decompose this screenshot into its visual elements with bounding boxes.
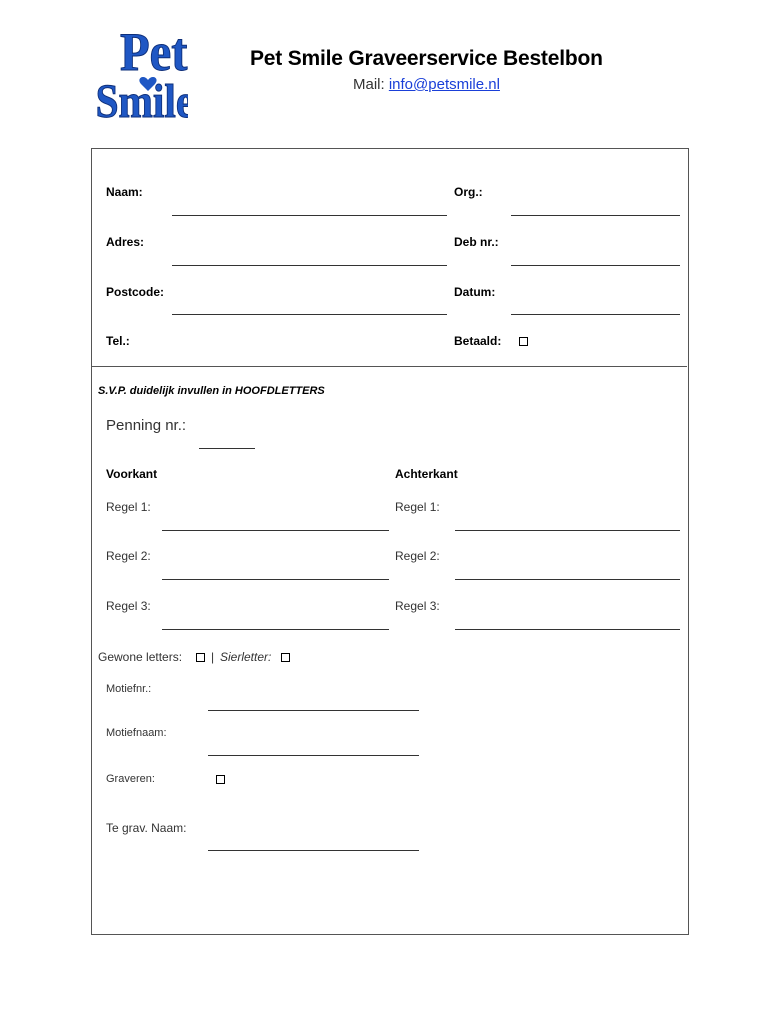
mail-link[interactable]: info@petsmile.nl <box>388 76 500 93</box>
sierletter-checkbox[interactable] <box>281 653 290 662</box>
voor-regel2-field[interactable] <box>162 579 389 580</box>
voor-regel1-field[interactable] <box>162 530 389 531</box>
section-divider <box>91 366 687 367</box>
motiefnaam-label: Motiefnaam: <box>106 727 167 739</box>
te-grav-naam-label: Te grav. Naam: <box>106 821 187 835</box>
achter-regel1-field[interactable] <box>455 530 680 531</box>
voor-regel1-label: Regel 1: <box>106 500 151 514</box>
achter-regel2-field[interactable] <box>455 579 680 580</box>
logo-graphic <box>93 14 188 122</box>
logo-word-pet: Pet <box>120 22 188 83</box>
motiefnr-label: Motiefnr.: <box>106 683 152 695</box>
naam-label: Naam: <box>106 185 143 199</box>
achterkant-heading: Achterkant <box>395 467 458 481</box>
graveren-checkbox[interactable] <box>216 775 225 784</box>
postcode-field[interactable] <box>172 314 447 315</box>
tel-label: Tel.: <box>106 334 130 348</box>
mail-line <box>353 76 500 93</box>
pet-smile-logo <box>93 14 188 122</box>
voor-regel3-label: Regel 3: <box>106 599 151 613</box>
achter-regel3-label: Regel 3: <box>395 599 440 613</box>
gewone-letters-checkbox[interactable] <box>196 653 205 662</box>
penning-field[interactable] <box>199 448 255 449</box>
achter-regel1-label: Regel 1: <box>395 500 440 514</box>
org-field[interactable] <box>511 215 680 216</box>
te-grav-naam-field[interactable] <box>208 850 419 851</box>
motiefnr-field[interactable] <box>208 710 419 711</box>
letter-separator: | <box>211 650 215 664</box>
gewone-letters-label: Gewone letters: <box>98 650 183 664</box>
page-title: Pet Smile Graveerservice Bestelbon <box>250 47 603 70</box>
order-form-box <box>91 148 689 935</box>
sierletter-label: Sierletter: <box>220 650 272 664</box>
voor-regel3-field[interactable] <box>162 629 389 630</box>
betaald-checkbox[interactable] <box>519 337 528 346</box>
org-label: Org.: <box>454 185 483 199</box>
logo-word-smile: Smile <box>95 74 188 122</box>
mail-label: Mail: <box>353 76 385 93</box>
voor-regel2-label: Regel 2: <box>106 549 151 563</box>
penning-label: Penning nr.: <box>106 417 187 434</box>
postcode-label: Postcode: <box>106 285 165 299</box>
adres-label: Adres: <box>106 235 145 249</box>
deb-field[interactable] <box>511 265 680 266</box>
deb-label: Deb nr.: <box>454 235 499 249</box>
voorkant-heading: Voorkant <box>106 467 158 481</box>
achter-regel2-label: Regel 2: <box>395 549 440 563</box>
instruction-text: S.V.P. duidelijk invullen in HOOFDLETTERS <box>98 385 325 397</box>
achter-regel3-field[interactable] <box>455 629 680 630</box>
naam-field[interactable] <box>172 215 447 216</box>
adres-field[interactable] <box>172 265 447 266</box>
datum-field[interactable] <box>511 314 680 315</box>
datum-label: Datum: <box>454 285 496 299</box>
motiefnaam-field[interactable] <box>208 755 419 756</box>
betaald-label: Betaald: <box>454 334 502 348</box>
graveren-label: Graveren: <box>106 773 155 785</box>
